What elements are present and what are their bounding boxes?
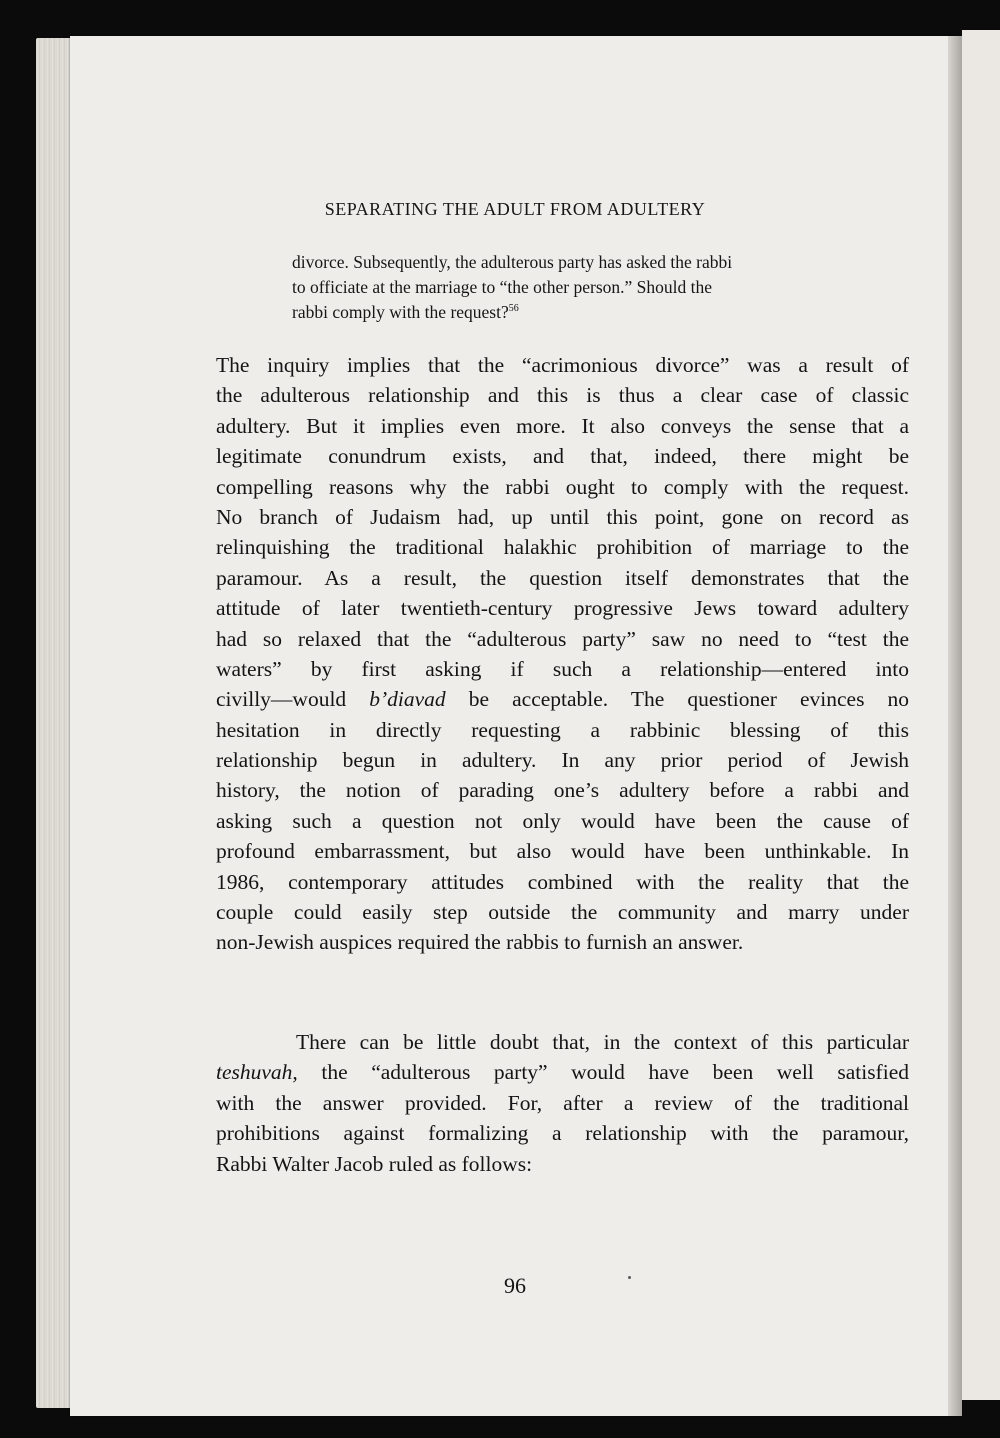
text-line: The inquiry implies that the “acrimonious divorce” was a result of	[216, 353, 909, 377]
text-line: relationship begun in adultery. In any prior period of Jewish	[216, 748, 909, 773]
paragraph-2	[216, 1027, 909, 1179]
text-line: profound embarrassment, but also would have been unthinkable. In	[216, 839, 909, 864]
text-run: be acceptable. The questioner evinces no	[445, 687, 909, 712]
quote-text: rabbi comply with the request?	[292, 302, 509, 322]
text-line: the adulterous relationship and this is thus a clear case of classic	[216, 383, 909, 408]
italic-term: teshuvah,	[216, 1060, 298, 1085]
block-quote	[292, 250, 827, 325]
text-line: couple could easily step outside the community and marry under	[216, 900, 909, 925]
quote-line	[292, 300, 827, 325]
facing-page-edge	[962, 30, 1000, 1400]
text-line: waters” by first asking if such a relationship—entered into	[216, 656, 909, 681]
text-line: attitude of later twentieth-century progressive Jews toward adultery	[216, 596, 909, 621]
text-line: Rabbi Walter Jacob ruled as follows:	[216, 1151, 533, 1176]
text-line: prohibitions against formalizing a relationship with the paramour,	[216, 1121, 909, 1146]
running-head: SEPARATING THE ADULT FROM ADULTERY	[324, 199, 706, 219]
text-line: had so relaxed that the “adulterous party” saw no need to “test the	[216, 626, 909, 651]
text-run: civilly—would	[216, 687, 370, 712]
text-line: paramour. As a result, the question itself demonstrates that the	[216, 565, 909, 590]
paragraph-1	[216, 350, 909, 958]
text-line: relinquishing the traditional halakhic prohibition of marriage to the	[216, 535, 909, 560]
quote-line: to officiate at the marriage to “the other person.” Should the	[292, 277, 713, 297]
text-line: 1986, contemporary attitudes combined with the reality that the	[216, 869, 909, 894]
text-run: the “adulterous party” would have been well satisfied	[297, 1060, 909, 1085]
text-line: history, the notion of parading one’s adultery before a rabbi and	[216, 778, 909, 803]
page-number: 96	[504, 1273, 526, 1298]
paper-speck	[628, 1276, 631, 1279]
text-line: There can be little doubt that, in the context of this particular	[296, 1030, 909, 1054]
text-line: non-Jewish auspices required the rabbis to furnish an answer.	[216, 930, 744, 955]
book-page	[70, 36, 960, 1416]
text-line: adultery. But it implies even more. It also conveys the sense that a	[216, 413, 909, 438]
text-line: with the answer provided. For, after a review of the traditional	[216, 1090, 909, 1115]
text-line: No branch of Judaism had, up until this point, gone on record as	[216, 504, 909, 529]
footnote-reference: 56	[508, 303, 519, 314]
italic-term: b’diavad	[369, 687, 446, 712]
text-line: asking such a question not only would have been the cause of	[216, 808, 909, 833]
quote-line: divorce. Subsequently, the adulterous party has asked the rabbi	[292, 252, 733, 272]
text-line: legitimate conundrum exists, and that, indeed, there might be	[216, 444, 909, 469]
text-line: hesitation in directly requesting a rabbinic blessing of this	[216, 717, 909, 742]
page-gutter-shadow	[948, 36, 962, 1416]
text-line	[216, 684, 909, 714]
text-line	[216, 1057, 909, 1087]
text-line: compelling reasons why the rabbi ought to comply with the request.	[216, 474, 909, 499]
